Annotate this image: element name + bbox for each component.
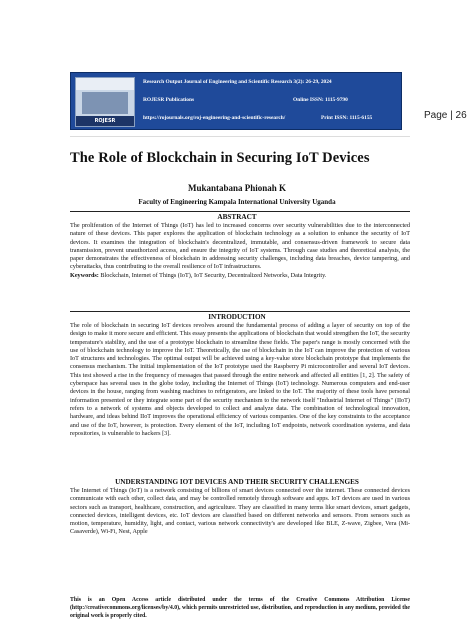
cover-logo: ROJESR <box>76 116 134 126</box>
abstract-heading: ABSTRACT <box>217 213 257 221</box>
abstract-text <box>70 222 410 280</box>
print-issn: Print ISSN: 1115-6155 <box>321 115 373 121</box>
author-affiliation: Faculty of Engineering Kampala International University Uganda <box>138 198 336 206</box>
abstract-top-rule <box>70 211 410 212</box>
section-heading-iot-security: UNDERSTANDING IOT DEVICES AND THEIR SECURITY CHALLENGES <box>115 478 359 486</box>
license-notice: This is an Open Access article distributed under the terms of the Creative Commons Attribution License (http://creativecommons.org/licenses/by/4.0), which permits unrestricted use, distribution, and reproduction in any medium, provided the original work is properly cited. <box>70 597 410 619</box>
publisher-name: ROJESR Publications <box>143 97 195 103</box>
header-divider <box>70 136 410 137</box>
author-name: Mukantabana Phionah K <box>187 183 287 193</box>
paper-title: The Role of Blockchain in Securing IoT Devices <box>70 150 370 166</box>
intro-top-rule <box>70 311 410 312</box>
online-issn: Online ISSN: 1115-9790 <box>293 97 348 103</box>
page-number: Page | 26 <box>424 110 467 121</box>
section-text-iot-security: The Internet of Things (IoT) is a network consisting of billions of smart devices connected over the internet. These connected devices communicate with each other, collect data, and may be controlled remotely through software and apps. IoT devices are used in various sectors such as transport, healthcare, construction, and agriculture. They are classified in many terms like smart devices, smart gadgets, connected devices, intelligent devices, etc. IoT devices are classified based on different networks and sensors. From sensors such as motion, temperature, humidity, light, and contact, various network connectivity's are developed like BLE, Z-wave, Zigbee, Vera (Mi-Casaverde), Wi-Fi, Nest, Apple <box>70 487 410 536</box>
journal-url[interactable]: https://rojournals.org/roj-engineering-and-scientific-research/ <box>143 115 286 121</box>
journal-cover-image <box>75 77 135 127</box>
introduction-text: The role of blockchain in securing IoT devices revolves around the fundamental process of adding a layer of security on top of the design to make it more secure and efficient. This essay presents the applications of blockchain that would strengthen the IoT, the security temperature's stability, and the use of a prototype blockchain to streamline these fields. The paper's range is mostly concerned with the use of blockchain technology to improve the IoT. Theoretically, the use of blockchain in the IoT can improve the protection of various IoT structures and technologies. The optimal output will be achieved using a key-value store blockchain prototype that implements the consensus mechanism. The initial implementation of the IoT prototype used the Raspberry Pi microcontroller and several IoT devices. This test showed a rise in the frequency of messages that passed through the entire network and affected all entities [1, 2]. The safety of cyberspace has several uses in the globe today, including the Internet of Things (IoT) technology. Numerous computers and end-user devices in the house, ranging from washing machines to refrigerators, are linked to the IoT. The majority of these tools have personal information presented or they integrate some part of the security mechanism to the network itself "Industrial Internet of Things" (IIoT) refers to a network of systems and objects developed to collect and analyze data. The combination of technological innovation, hardware, and ideas behind IIoT improves the operational efficiency of various companies. One of the key constraints to the acceptance and use of the IoT, however, is protection. Every element of the IoT, including IoT endpoints, network coordination systems, and data repositories, is vulnerable to hackers [3]. <box>70 322 410 437</box>
introduction-heading: INTRODUCTION <box>208 313 266 321</box>
keywords-line <box>70 272 410 280</box>
abstract-body: The proliferation of the Internet of Things (IoT) has led to increased concerns over security vulnerabilities due to the interconnected nature of these devices. This paper explores the application of blockchain technology as a solution to enhance the security of IoT devices. It examines the integration of blockchain's decentralized, immutable, and consensus-driven framework to secure data transmission, prevent unauthorized access, and ensure the integrity of IoT systems. Through case studies and theoretical analysis, the paper demonstrates the effectiveness of blockchain in addressing security challenges, including data breaches, device tampering, and cyberattacks, thus contributing to the overall resilience of IoT infrastructures. <box>70 222 410 271</box>
keywords-list: Blockchain, Internet of Things (IoT), IoT Security, Decentralized Networks, Data Integrity. <box>98 271 327 279</box>
journal-name: Research Output Journal of Engineering and Scientific Research 3(2): 26-29, 2024 <box>143 79 332 85</box>
keywords-label: Keywords: <box>70 271 99 279</box>
journal-banner <box>70 72 402 130</box>
